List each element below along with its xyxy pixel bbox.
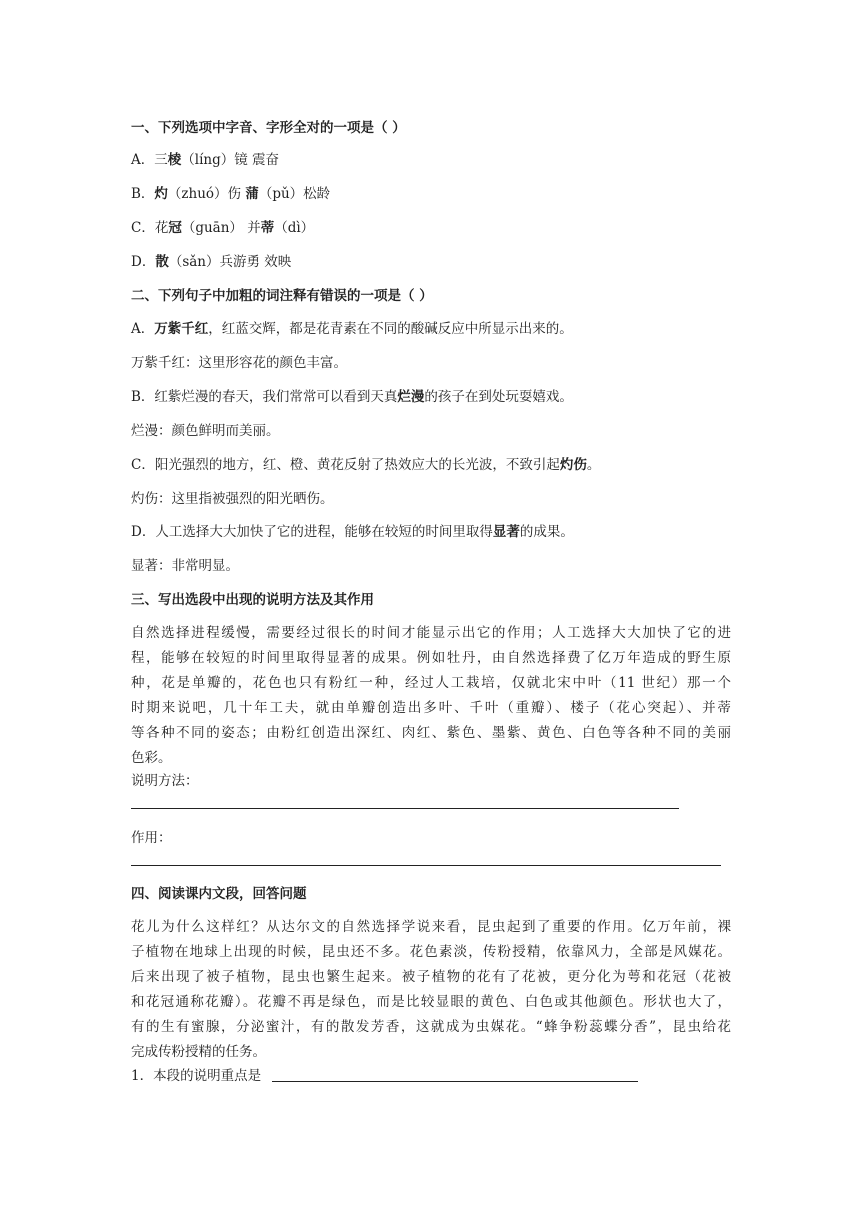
s2-item-a: A．万紫千红，红蓝交辉，都是花青素在不同的酸碱反应中所显示出来的。 bbox=[131, 321, 573, 337]
option-letter: C． bbox=[131, 220, 155, 236]
bold-word: 万紫千红 bbox=[154, 321, 209, 337]
section3-passage: 自然选择进程缓慢，需要经过很长的时间才能显示出它的作用；人工选择大大加快了它的进 程，能够在较短的时间里取得显著的成果。例如牡丹，由自然选择费了亿万年造成的野生原 种，花是单瓣的，花色也只有粉红一种，经过人工栽培，仅就北宋中叶（11 世纪）那一个 时期来说吧，几十年工夫，就由单瓣创造出多叶、千叶（重瓣）、楼子（花心突起）、并蒂 等各种不同的姿态；由粉红创造出深红、肉红、紫色、墨紫、黄色、白色等各种不同的美丽 色彩。 bbox=[131, 625, 731, 766]
question-1-label: 1．本段的说明重点是 bbox=[131, 1068, 262, 1084]
q1-answer-line[interactable] bbox=[272, 1081, 638, 1082]
item-letter: D． bbox=[131, 524, 156, 540]
item-letter: A． bbox=[131, 321, 155, 337]
option-letter: A． bbox=[131, 152, 155, 168]
s1-option-d: D．散（sǎn）兵游勇 效映 bbox=[131, 254, 292, 270]
section2-title: 二、下列句子中加粗的词注释有错误的一项是（ ） bbox=[131, 288, 433, 304]
bold-char: 棱 bbox=[167, 152, 182, 168]
s1-option-c: C．花冠（guān） 并蒂（dì） bbox=[131, 220, 315, 236]
section1-title: 一、下列选项中字音、字形全对的一项是（ ） bbox=[131, 120, 406, 136]
section4-passage: 花儿为什么这样红？从达尔文的自然选择学说来看，昆虫起到了重要的作用。亿万年前，裸 子植物在地球上出现的时候，昆虫还不多。花色素淡，传粉授精，依靠风力，全部是风媒花。 后来出现了被子植物，昆虫也繁生起来。被子植物的花有了花被，更分化为萼和花冠（花被 和花冠通称花瓣）。花瓣不再是绿色，而是比较显眼的黄色、白色或其他颜色。形状也大了， 有的生有蜜腺，分泌蜜汁，有的散发芳香，这就成为虫媒花。“蜂争粉蕊蝶分香”，昆虫给花 完成传粉授精的任务。 bbox=[131, 919, 731, 1060]
s1-option-a: A．三棱（líng）镜 震奋 bbox=[131, 152, 280, 168]
s2-note-d: 显著：非常明显。 bbox=[131, 558, 239, 574]
item-letter: C． bbox=[131, 457, 155, 473]
option-letter: D． bbox=[131, 254, 156, 270]
s2-note-a: 万紫千红：这里形容花的颜色丰富。 bbox=[131, 355, 347, 371]
bold-char: 蒂 bbox=[260, 220, 275, 236]
section3-title: 三、写出选段中出现的说明方法及其作用 bbox=[131, 592, 374, 608]
s2-item-c: C．阳光强烈的地方，红、橙、黄花反射了热效应大的长光波，不致引起灼伤。 bbox=[131, 457, 601, 473]
item-letter: B． bbox=[131, 389, 155, 405]
option-letter: B． bbox=[131, 186, 155, 202]
s2-item-b: B．红紫烂漫的春天，我们常常可以看到天真烂漫的孩子在到处玩耍嬉戏。 bbox=[131, 389, 573, 405]
effect-label: 作用： bbox=[131, 830, 172, 846]
method-answer-line[interactable] bbox=[131, 808, 679, 809]
bold-word: 烂漫 bbox=[397, 389, 425, 405]
bold-char: 散 bbox=[155, 254, 169, 270]
bold-word: 显著 bbox=[492, 524, 520, 540]
s1-option-b: B．灼（zhuó）伤 蒲（pǔ）松龄 bbox=[131, 186, 331, 202]
bold-word: 灼伤 bbox=[559, 457, 587, 473]
section4-title: 四、阅读课内文段，回答问题 bbox=[131, 886, 307, 902]
bold-char: 冠 bbox=[168, 220, 182, 236]
effect-answer-line[interactable] bbox=[131, 865, 721, 866]
s2-note-c: 灼伤：这里指被强烈的阳光晒伤。 bbox=[131, 491, 334, 507]
bold-char: 灼 bbox=[154, 186, 168, 202]
question-1 bbox=[131, 1066, 261, 1086]
bold-char: 蒲 bbox=[245, 186, 259, 202]
s2-note-b: 烂漫：颜色鲜明而美丽。 bbox=[131, 423, 280, 439]
method-label: 说明方法： bbox=[131, 773, 199, 789]
s2-item-d: D．人工选择大大加快了它的进程，能够在较短的时间里取得显著的成果。 bbox=[131, 524, 574, 540]
